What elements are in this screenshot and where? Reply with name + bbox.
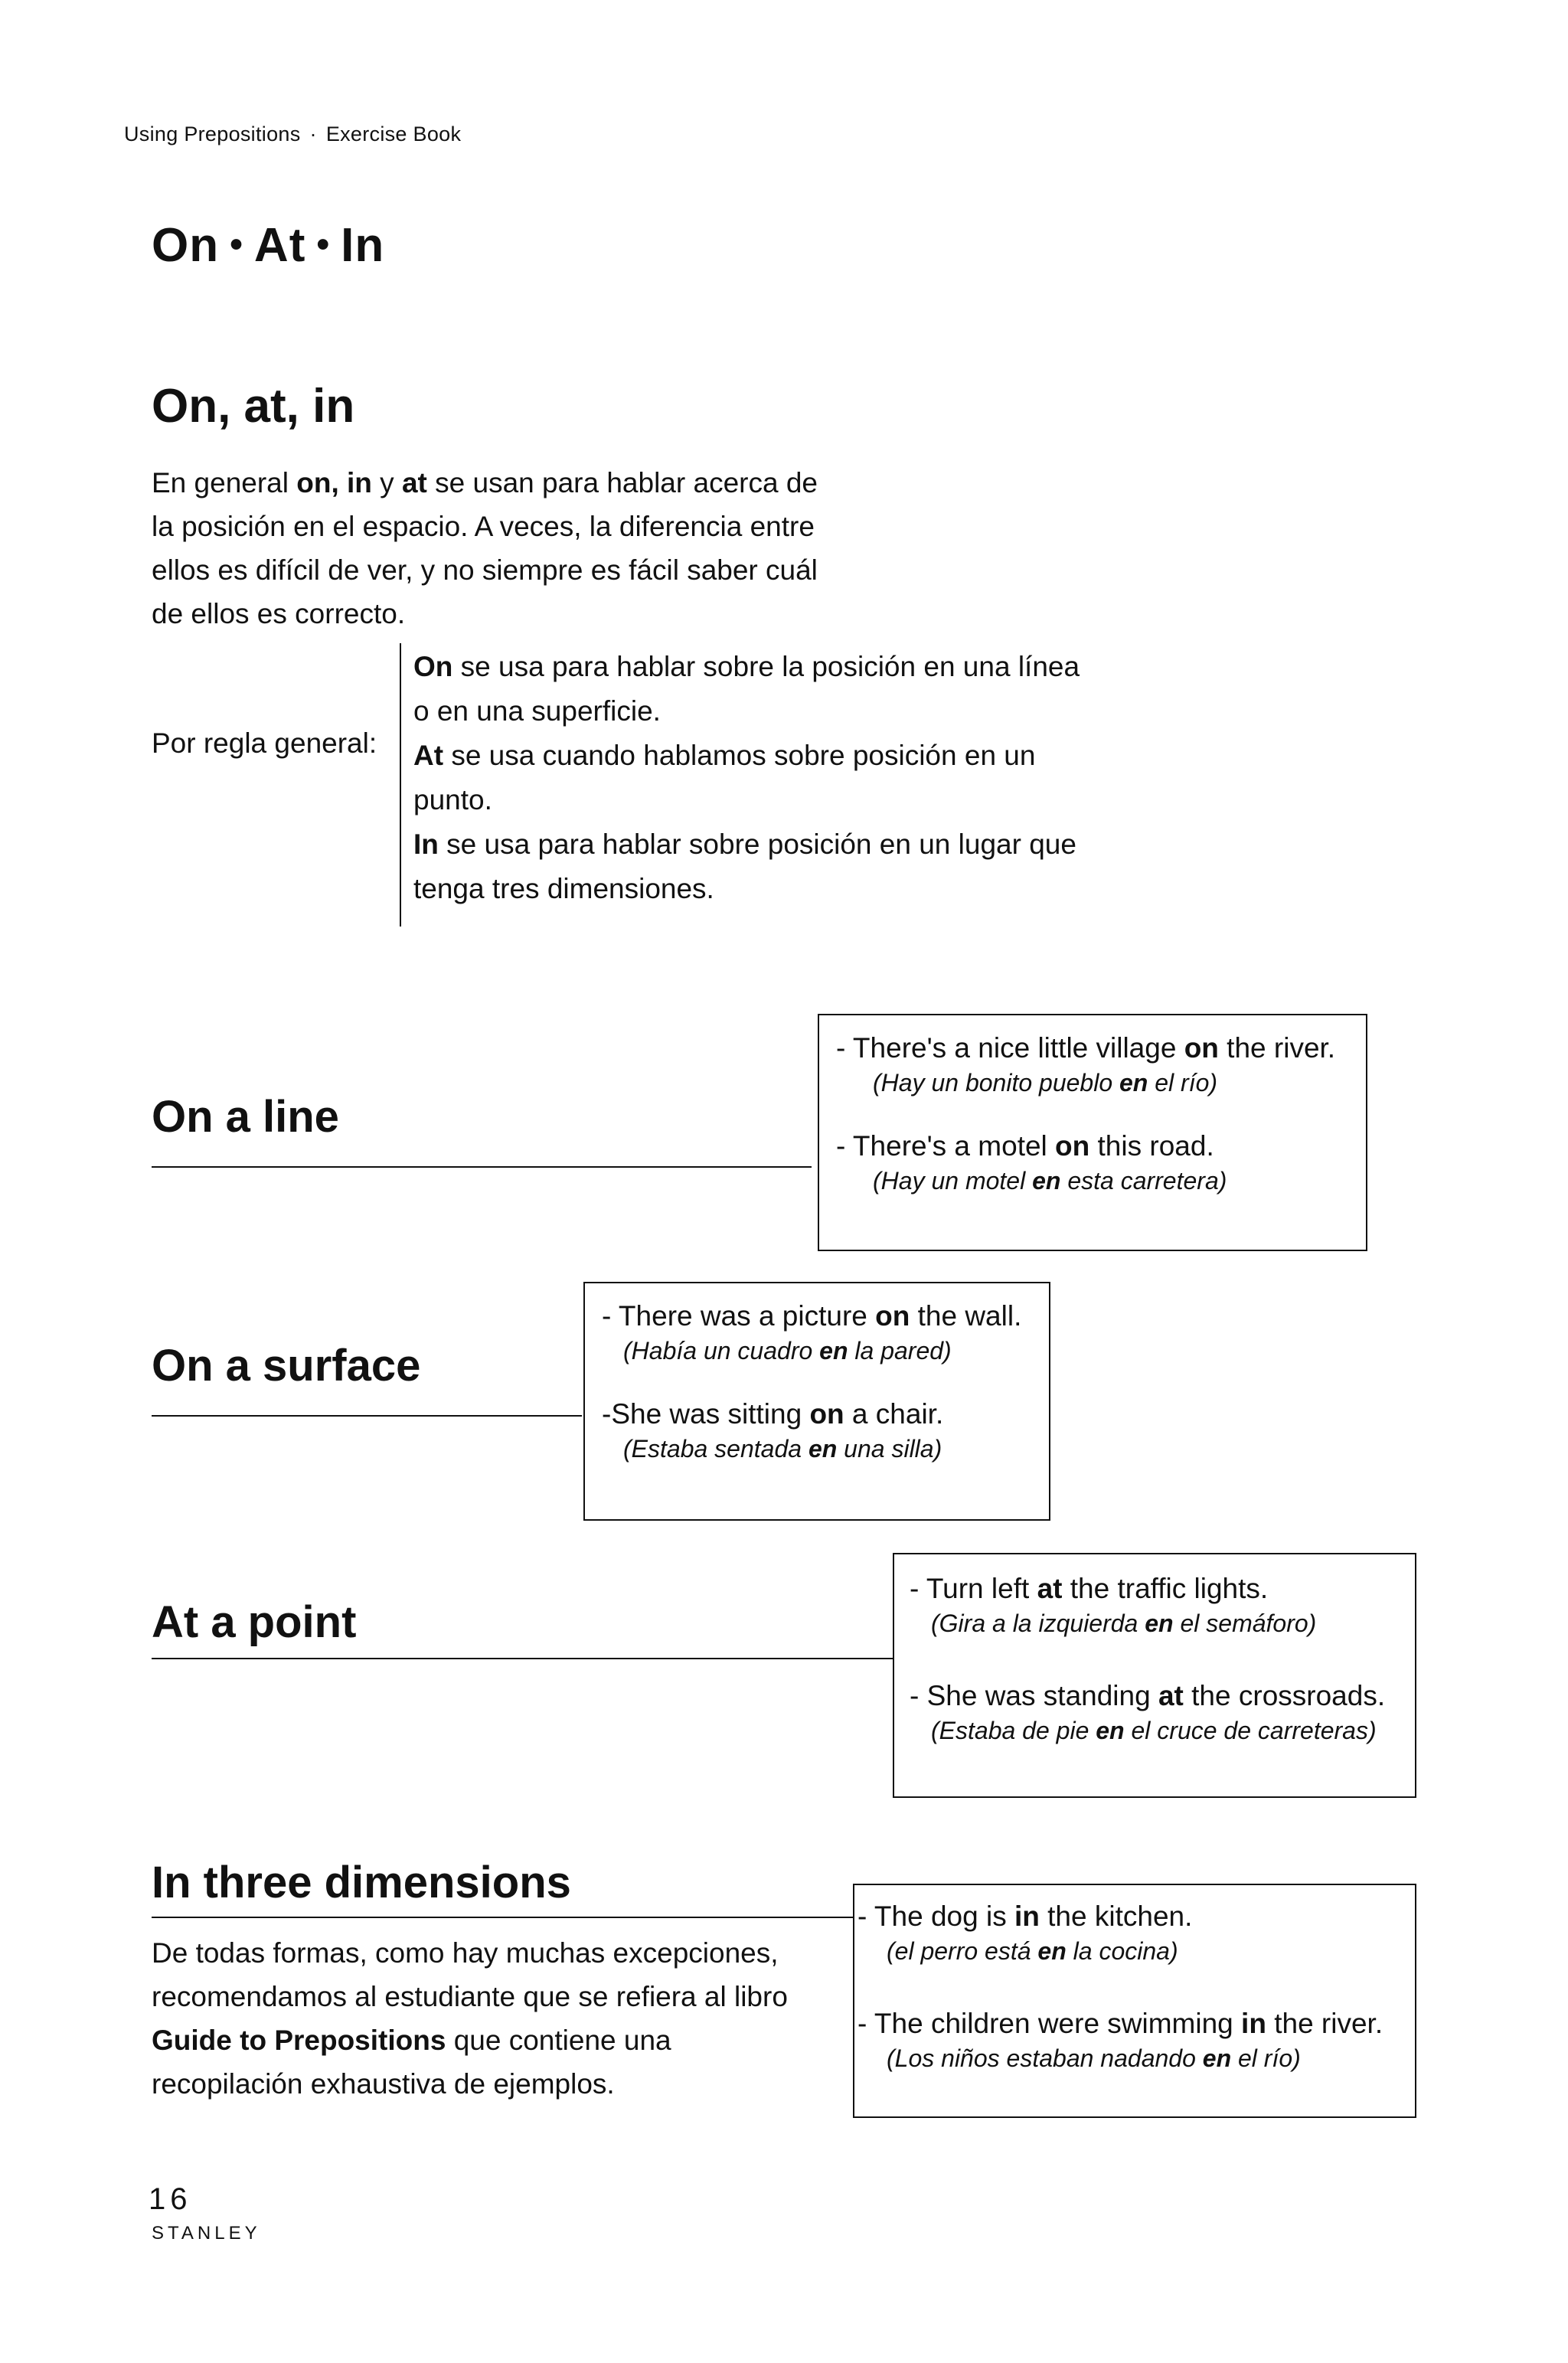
paragraph-text: De todas formas, como hay muchas excepciones, recomendamos al estudiante que se refiera al libro — [152, 1937, 788, 2012]
rule-item — [413, 822, 1102, 911]
section-underline — [152, 1917, 854, 1918]
example-translation: (Hay un bonito pueblo en el río) — [873, 1069, 1218, 1097]
example-sentence: - There's a nice little village on the river. — [836, 1032, 1336, 1064]
publisher-name: STANLEY — [152, 2223, 261, 2244]
rule-text: se usa para hablar sobre posición en un lugar que tenga tres dimensiones. — [413, 829, 1076, 904]
rule-keyword: On — [413, 651, 453, 682]
rules-divider — [400, 643, 401, 927]
example-box-in-three-dimensions — [853, 1884, 1416, 2118]
rules-label: Por regla general: — [152, 727, 377, 759]
intro-keyword-on: on, — [296, 467, 339, 498]
page-number: 16 — [149, 2182, 192, 2216]
running-header — [124, 123, 461, 146]
example-sentence: - She was standing at the crossroads. — [910, 1680, 1386, 1711]
example-translation: (el perro está en la cocina) — [887, 1937, 1178, 1965]
example-box-on-a-line — [818, 1014, 1367, 1251]
example-sentence: - There was a picture on the wall. — [602, 1300, 1022, 1332]
title-dot: • — [230, 224, 243, 265]
header-book-title: Using Prepositions — [124, 123, 301, 145]
book-reference: Guide to Prepositions — [152, 2025, 446, 2056]
section-title-on-a-line: On a line — [152, 1092, 339, 1142]
example-sentence: - The children were swimming in the river. — [858, 2008, 1383, 2039]
intro-keyword-at: at — [401, 467, 427, 498]
section-underline — [152, 1166, 812, 1168]
example-box-at-a-point — [893, 1553, 1416, 1798]
header-book-type: Exercise Book — [325, 123, 462, 145]
intro-text: y — [371, 467, 402, 498]
title-at: At — [253, 219, 306, 272]
example-translation: (Estaba sentada en una silla) — [623, 1435, 942, 1463]
rule-text: se usa cuando hablamos sobre posición en un punto. — [413, 740, 1036, 815]
intro-paragraph — [152, 461, 818, 636]
section-paragraph — [152, 1931, 810, 2106]
example-sentence: - Turn left at the traffic lights. — [910, 1573, 1269, 1604]
section-title-on-a-surface: On a surface — [152, 1341, 421, 1391]
section-underline — [152, 1415, 582, 1417]
title-dot: • — [316, 224, 331, 265]
rules-list — [413, 645, 1102, 911]
header-separator: · — [309, 123, 317, 145]
rule-keyword: At — [413, 740, 444, 771]
section-underline — [152, 1658, 893, 1659]
example-sentence: -She was sitting on a chair. — [602, 1398, 944, 1430]
rule-item — [413, 734, 1102, 822]
section-heading: On, at, in — [152, 380, 355, 433]
title-in: In — [341, 219, 385, 272]
example-translation: (Había un cuadro en la pared) — [623, 1337, 952, 1365]
title-on: On — [152, 219, 220, 272]
rule-keyword: In — [413, 829, 439, 860]
example-sentence: - There's a motel on this road. — [836, 1130, 1214, 1162]
rule-item — [413, 645, 1102, 734]
example-translation: (Gira a la izquierda en el semáforo) — [931, 1610, 1317, 1637]
example-translation: (Los niños estaban nadando en el río) — [887, 2044, 1301, 2072]
example-box-on-a-surface — [583, 1282, 1050, 1521]
example-sentence: - The dog is in the kitchen. — [858, 1901, 1193, 1932]
intro-text — [339, 467, 347, 498]
intro-text: En general — [152, 467, 297, 498]
intro-keyword-in: in — [347, 467, 372, 498]
rule-text: se usa para hablar sobre la posición en una línea o en una superficie. — [413, 651, 1080, 727]
paragraph-text: que contiene una recopilación exhaustiva de ejemplos. — [152, 2025, 671, 2100]
example-translation: (Hay un motel en esta carretera) — [873, 1167, 1227, 1195]
page-title — [152, 218, 384, 273]
example-translation: (Estaba de pie en el cruce de carreteras) — [931, 1717, 1377, 1744]
intro-text: se usan para hablar acerca de la posición en el espacio. A veces, la diferencia entre ellos es difícil de ver, y no siempre es fácil saber cuál de ellos es correcto. — [152, 467, 818, 629]
section-title-in-three-dimensions: In three dimensions — [152, 1858, 571, 1907]
section-title-at-a-point: At a point — [152, 1597, 357, 1647]
